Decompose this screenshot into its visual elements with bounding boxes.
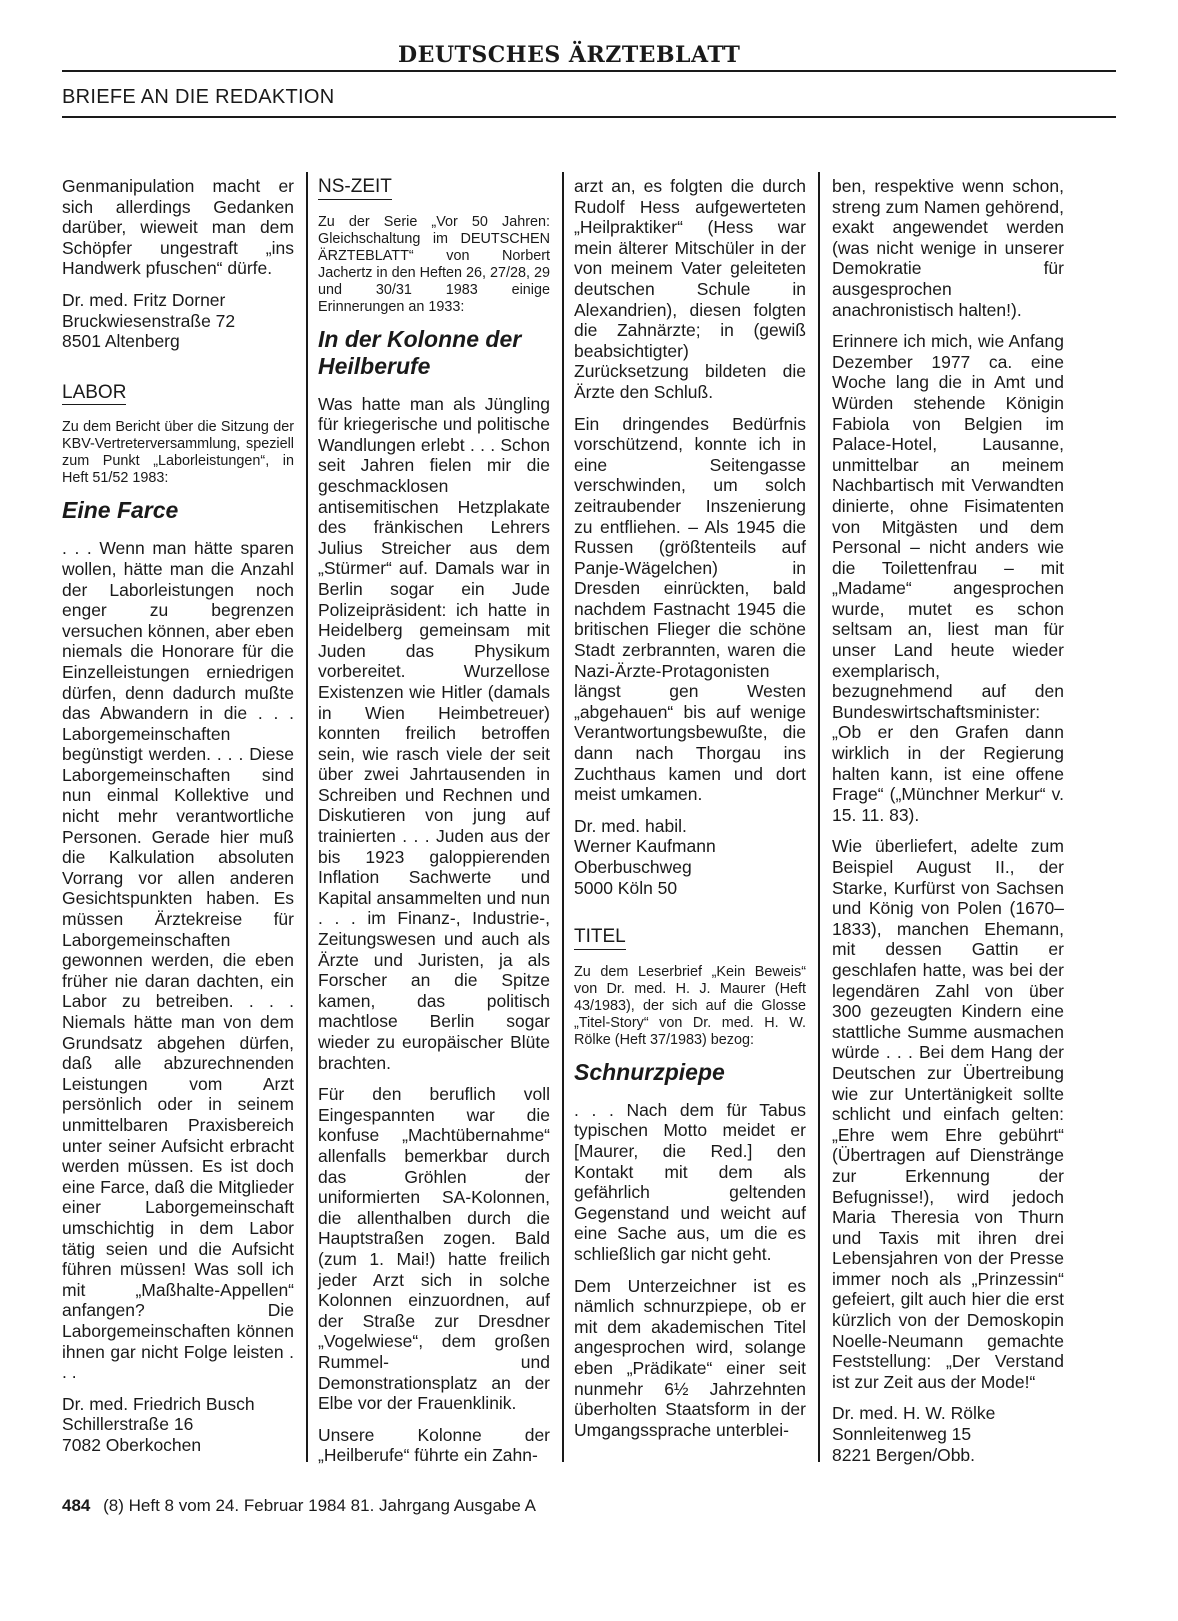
issue-info: (8) Heft 8 vom 24. Februar 1984 81. Jahrgang Ausgabe A: [103, 1496, 536, 1515]
section-rule: [62, 116, 1116, 118]
column-divider: [306, 172, 308, 1462]
page-number: 484: [62, 1496, 91, 1515]
masthead: DEUTSCHES ÄRZTEBLATT: [398, 42, 741, 68]
letter-headline: In der Kolonne der Heilberufe: [318, 325, 522, 379]
topic-label: TITEL: [574, 927, 626, 950]
column-4: [832, 176, 1064, 1493]
paragraph: ben, respektive wenn schon, streng zum Namen gehörend, exakt angewendet werden (was nicht wenige in unserer Demokratie für ausgesprochen anachronistisch halten!).: [832, 176, 1064, 320]
paragraph: Für den beruflich voll Eingespannten war die konfuse „Machtübernahme“ allenfalls bemerkbar durch das Gröhlen der uniformierten SA-Kolonnen, die allenthalben durch die Hauptstraßen zogen. Bald (zum 1. Mai!) hatte freilich jeder Arzt sich in solche Kolonnen einzuordnen, auf der Straße zur Dresdner „Vogelwiese“, dem großen Rummel- und Demonstrationsplatz an der Elbe vor der Frauenklinik.: [318, 1084, 550, 1414]
letter-headline: Eine Farce: [62, 497, 179, 524]
paragraph: . . . Wenn man hätte sparen wollen, hätte man die Anzahl der Laborleistungen noch enger zu begrenzen versuchen können, aber eben niemals die Honorare für die Einzelleistungen erniedrigen dürfen, denn dadurch mußte das Abwandern in die . . . Laborgemeinschaften begünstigt werden. . . . Diese Laborgemeinschaften sind nun einmal Kollektive und nicht mehr verantwortliche Personen. Gerade hier muß die Kalkulation absoluten Vorrang vor allen anderen Gesichtspunkten haben. Es müssen Ärztekreise für Laborgemeinschaften gewonnen werden, die eben früher nie daran dachten, ein Labor zu betreiben. . . . Niemals hätte man von dem Grundsatz abgehen dürfen, daß alle abzurechnenden Leistungen vom Arzt persönlich oder in seinem unmittelbaren Praxisbereich unter seiner Aufsicht erbracht werden müssen. Es ist doch eine Farce, daß die Mitglieder einer Laborgemeinschaft umschichtig in dem Labor tätig seien und die Aufsicht führen müssen! Was soll ich mit „Maßhalte-Appellen“ anfangen? Die Laborgemeinschaften können ihnen gar nicht Folge leisten . . .: [62, 538, 294, 1383]
signature: Dr. med. Fritz Dorner Bruckwiesenstraße 72 8501 Altenberg: [62, 289, 236, 352]
paragraph: Wie überliefert, adelte zum Beispiel August II., der Starke, Kurfürst von Sachsen und König von Polen (1670–1833), manchen Ehemann, mit dessen Gattin er geschlafen hatte, was bei der legendären Zahl von über 300 gezeugten Kindern eine stattliche Summe ausmachen würde . . . Bei dem Hang der Deutschen zur Übertreibung wie zur Untertänigkeit sollte schlicht und einfach gelten: „Ehre wem Ehre gebührt“ (Übertragen auf Dienstränge zur Erkennung der Befugnisse!), wird jedoch Maria Theresia von Thurn und Taxis mit ihren drei Lebensjahren von der Presse immer noch als „Prinzessin“ gefeiert, gilt auch hier die erst kürzlich von der Demoskopin Noelle-Neumann gemachte Feststellung: „Der Verstand ist zur Zeit aus der Mode!“: [832, 836, 1064, 1392]
letter-intro: Zu der Serie „Vor 50 Jahren: Gleichschaltung im DEUTSCHEN ÄRZTEBLATT“ von Norbert Jachertz in den Heften 26, 27/28, 29 und 30/31 1983 einige Erinnerungen an 1933:: [318, 213, 551, 315]
column-3: [574, 176, 806, 1451]
paragraph: Dem Unterzeichner ist es nämlich schnurzpiepe, ob er mit dem akademischen Titel angesprochen wird, solange eben „Prädikate“ einer seit nunmehr 6½ Jahrzehnten überholten Staatsform in der Umgangssprache unterblei-: [574, 1275, 806, 1440]
section-title: BRIEFE AN DIE REDAKTION: [62, 86, 335, 108]
top-rule: [62, 70, 1116, 72]
signature: Dr. med. habil. Werner Kaufmann Oberbuschweg 5000 Köln 50: [574, 815, 716, 898]
column-1: [62, 176, 294, 1483]
letter-intro: Zu dem Leserbrief „Kein Beweis“ von Dr. med. H. J. Maurer (Heft 43/1983), der sich auf die Glosse „Titel-Story“ von Dr. med. H. W. Rölke (Heft 37/1983) bezog:: [574, 963, 806, 1048]
column-2: [318, 176, 550, 1477]
paragraph: Genmanipulation macht er sich allerdings Gedanken darüber, wieweit man dem Schöpfer ungestraft „ins Handwerk pfuschen“ dürfe.: [62, 176, 294, 279]
page-footer: [62, 1496, 536, 1516]
topic-label: LABOR: [62, 383, 126, 406]
paragraph: Unsere Kolonne der „Heilberufe“ führte ein Zahn-: [318, 1424, 550, 1466]
paragraph: Ein dringendes Bedürfnis vorschützend, konnte ich in eine Seitengasse verschwinden, um solch zeitraubender Inszenierung zu entfliehen. – Als 1945 die Russen (größtenteils auf Panje-Wägelchen) in Dresden einrückten, bald nachdem Fastnacht 1945 die britischen Flieger die schöne Stadt zerbrannten, waren die Nazi-Ärzte-Protagonisten längst gen Westen „abgehauen“ bis auf wenige Verantwortungsbewußte, die dann nach Thorgau ins Zuchthaus kamen und dort meist umkamen.: [574, 413, 806, 805]
paragraph: . . . Nach dem für Tabus typischen Motto meidet er [Maurer, die Red.] den Kontakt mit dem als gefährlich geltenden Gegenstand und weicht auf eine Sache aus, um die es schließlich gar nicht geht.: [574, 1099, 806, 1264]
signature: Dr. med. H. W. Rölke Sonnleitenweg 15 8221 Bergen/Obb.: [832, 1403, 996, 1465]
column-divider: [818, 172, 820, 1462]
topic-label: NS-ZEIT: [318, 177, 392, 200]
paragraph: Was hatte man als Jüngling für kriegerische und politische Wandlungen erlebt . . . Schon seit Jahren fielen mir die geschmacklosen antisemitischen Hetzplakate des fränkischen Lehrers Julius Streicher aus dem „Stürmer“ auf. Damals war in Berlin sogar ein Jude Polizeipräsident: ich hatte in Heidelberg gemeinsam mit Juden das Physikum vorbereitet. Wurzellose Existenzen wie Hitler (damals in Wien Heimbetreuer) konnten freilich betroffen sein, wie rasch viele der seit über zwei Jahrtausenden in Schreiben und Rechnen und Diskutieren von jung auf trainierten . . . Juden aus der bis 1923 galoppierenden Inflation Sachwerte und Kapital ansammelten und nun . . . im Finanz-, Industrie-, Zeitungswesen und auch als Ärzte und Juristen, ja als Forscher an die Spitze kamen, das politisch machtlose Berlin sogar wieder zu europäischer Blüte brachten.: [318, 393, 550, 1073]
paragraph: Erinnere ich mich, wie Anfang Dezember 1977 ca. eine Woche lang die in Amt und Würden stehende Königin Fabiola von Belgien im Palace-Hotel, Lausanne, unmittelbar an meinem Nachbartisch mit Verwandten dinierte, ohne Fisimatenten von Mitgästen und dem Personal – nicht anders wie die Toilettenfrau – mit „Madame“ angesprochen wurde, mutet es schon seltsam an, liest man für unser Land heute wieder exemplarisch, bezugnehmend auf den Bundeswirtschaftsminister: „Ob er den Grafen dann wirklich in der Regierung halten kann, ist eine offene Frage“ („Münchner Merkur“ v. 15. 11. 83).: [832, 331, 1064, 825]
letter-headline: Schnurzpiepe: [574, 1058, 725, 1085]
paragraph: arzt an, es folgten die durch Rudolf Hess aufgewerteten „Heilpraktiker“ (Hess war mein älterer Mitschüler in der von meinem Vater geleiteten deutschen Schule in Alexandrien), diesen folgten die Zahnärzte; in (gewiß beabsichtigter) Zurücksetzung bildeten die Ärzte den Schluß.: [574, 176, 806, 402]
signature: Dr. med. Friedrich Busch Schillerstraße 16 7082 Oberkochen: [62, 1393, 255, 1455]
column-divider: [562, 172, 564, 1462]
letter-intro: Zu dem Bericht über die Sitzung der KBV-Vertreterversammlung, speziell zum Punkt „Laborleistungen“, in Heft 51/52 1983:: [62, 419, 294, 487]
